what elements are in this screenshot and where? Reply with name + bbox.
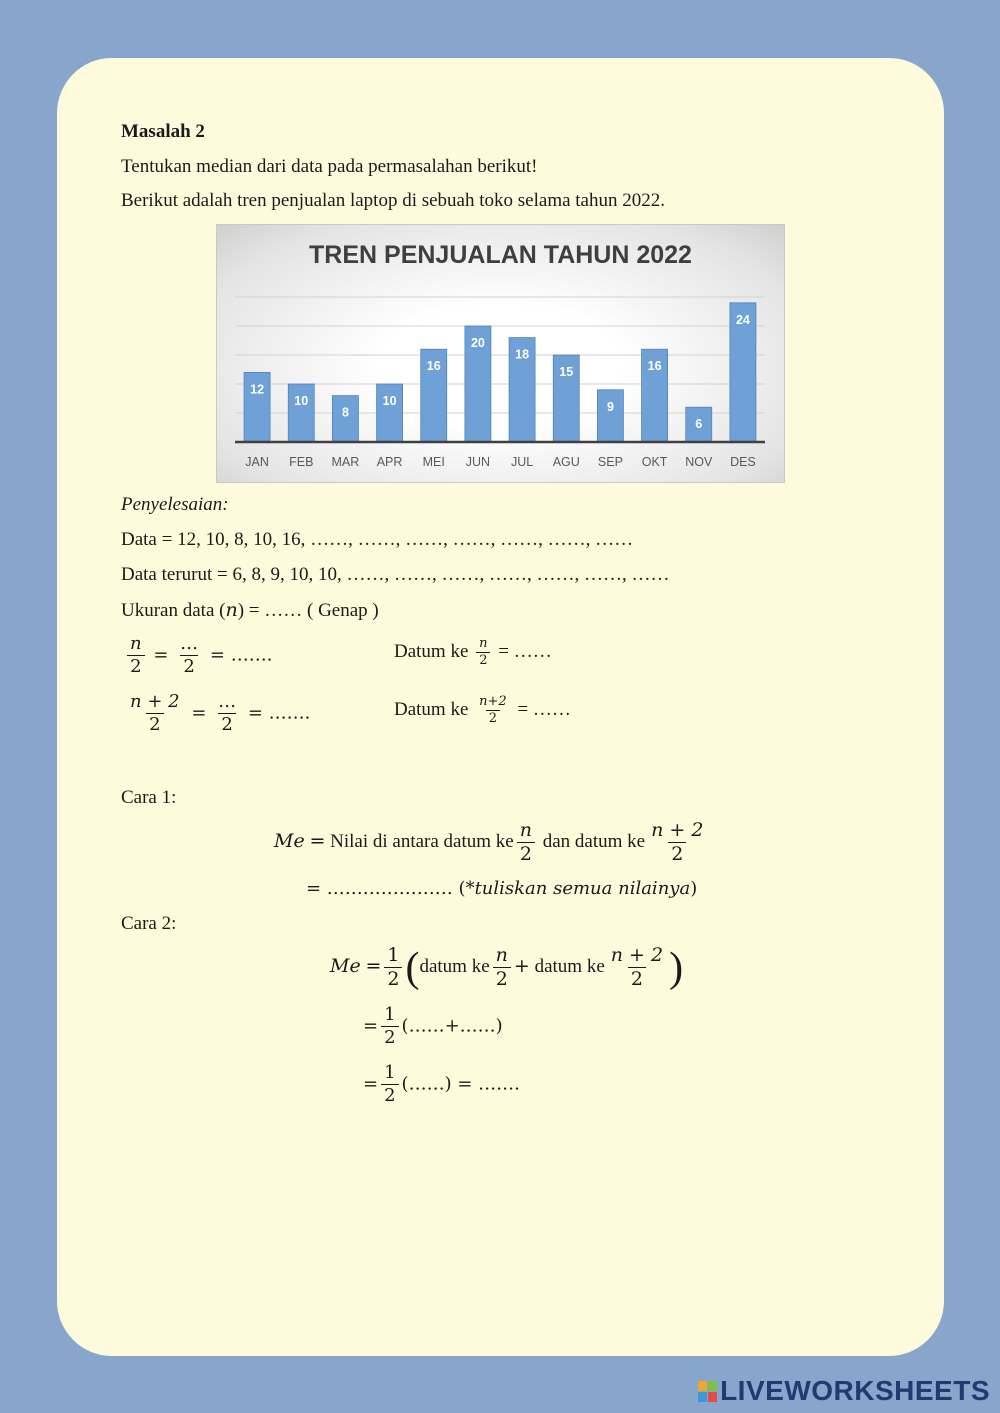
- data-label: 10: [294, 394, 309, 408]
- logo-square: [698, 1381, 707, 1391]
- numerator: n: [130, 633, 142, 654]
- data-label: 16: [426, 359, 441, 374]
- solution-heading: Penyelesaian:: [121, 494, 229, 515]
- datum-ke-label: datum ke: [534, 956, 605, 978]
- denominator: 2: [127, 655, 144, 678]
- numerator: n + 2: [610, 944, 664, 966]
- logo-text: LIVEWORKSHEETS: [720, 1375, 990, 1406]
- chart-bar: [288, 384, 314, 442]
- data-label: 6: [695, 417, 703, 432]
- x-tick-label: APR: [376, 455, 403, 469]
- denominator: 2: [517, 842, 535, 866]
- cara-2-formula-line-2: [363, 1005, 503, 1048]
- formula-n-over-2: [124, 634, 272, 677]
- fraction-dots-2: [177, 634, 201, 677]
- datum-n-2-line: [394, 637, 552, 669]
- fraction-one-half: [384, 945, 402, 991]
- sum-blanks: (……+……): [401, 1015, 503, 1037]
- numerator: …: [218, 691, 237, 712]
- data-label: 8: [341, 405, 349, 420]
- x-tick-label: OKT: [641, 455, 668, 469]
- denominator: 2: [381, 1026, 398, 1049]
- numerator: n + 2: [651, 819, 704, 841]
- numerator: …: [180, 633, 199, 654]
- numerator: 1: [384, 1004, 396, 1025]
- denominator: 2: [381, 1084, 398, 1107]
- fraction-n-plus-2-small: [476, 695, 510, 727]
- numerator: 1: [387, 944, 400, 966]
- equals-sign: =: [363, 1073, 379, 1095]
- right-paren: ): [669, 944, 684, 991]
- cara-2-label: Cara 2:: [121, 913, 177, 934]
- equals-sign: =: [153, 644, 169, 666]
- x-tick-label: SEP: [597, 455, 623, 469]
- denominator: 2: [146, 713, 163, 736]
- chart-title: TREN PENJUALAN TAHUN 2022: [309, 241, 692, 269]
- fraction-n-2: [127, 634, 145, 677]
- fraction-n-plus-2-2: [648, 820, 706, 866]
- x-tick-label: JUN: [465, 455, 491, 469]
- denominator: 2: [476, 652, 490, 669]
- x-tick-label: MEI: [422, 455, 445, 469]
- data-label: 10: [382, 394, 397, 408]
- denominator: 2: [668, 842, 686, 866]
- blank-answer: = …….: [247, 702, 311, 724]
- cara-2-formula-line-1: [330, 945, 683, 991]
- sales-chart: [216, 224, 785, 483]
- data-size-line: [121, 599, 379, 622]
- x-tick-label: AGU: [552, 455, 580, 469]
- x-tick-label: DES: [730, 455, 756, 469]
- plus-sign: +: [513, 955, 530, 978]
- data-label: 12: [250, 382, 265, 397]
- data-label: 24: [735, 312, 750, 327]
- datum-ke-label: Datum ke: [394, 641, 469, 663]
- sorted-data-line: Data terurut = 6, 8, 9, 10, 10, ……, ……, ……, ……, ……, ……, ……: [121, 564, 670, 585]
- equals-sign: =: [309, 830, 326, 853]
- liveworksheets-logo[interactable]: [698, 1375, 990, 1407]
- chart-bar: [377, 384, 403, 442]
- logo-square: [708, 1392, 717, 1402]
- formula-n-plus-2-over-2: [124, 692, 310, 735]
- fraction-dots-2: [215, 692, 239, 735]
- numerator: n: [495, 944, 508, 966]
- x-tick-label: JAN: [245, 455, 269, 469]
- problem-title: Masalah 2: [121, 121, 205, 142]
- datum-ke-label: datum ke: [419, 956, 490, 978]
- size-suffix: ) = …… ( Genap ): [237, 600, 379, 621]
- x-tick-label: JUL: [510, 455, 534, 469]
- numerator: n: [479, 636, 488, 651]
- equals-sign: =: [191, 702, 207, 724]
- left-paren: (: [405, 944, 420, 991]
- x-tick-label: NOV: [685, 455, 713, 469]
- close-paren: ): [690, 878, 698, 899]
- fraction-n-2-small: [476, 637, 490, 669]
- fraction-n-2: [493, 945, 511, 991]
- denominator: 2: [493, 967, 511, 991]
- equals-sign: =: [363, 1015, 379, 1037]
- blank-line: = ………………… (: [306, 878, 466, 899]
- logo-square: [698, 1392, 707, 1402]
- fraction-n-plus-2-2: [127, 692, 183, 735]
- cara-2-formula-line-3: [363, 1063, 520, 1106]
- me-symbol: Me: [330, 955, 361, 978]
- datum-ke-label: Datum ke: [394, 699, 469, 721]
- data-label: 15: [559, 365, 574, 379]
- logo-square: [708, 1381, 717, 1391]
- chart-canvas: [217, 225, 784, 482]
- x-tick-label: MAR: [331, 455, 360, 469]
- blank-answer: = …….: [209, 644, 273, 666]
- numerator: n + 2: [130, 691, 180, 712]
- fraction-n-plus-2-2: [608, 945, 666, 991]
- result-blanks: (……) = …….: [401, 1073, 520, 1095]
- datum-blank: = ……: [498, 641, 552, 663]
- cara-1-label: Cara 1:: [121, 787, 177, 808]
- x-tick-label: FEB: [289, 455, 314, 469]
- equals-sign: =: [365, 955, 382, 978]
- datum-blank: = ……: [517, 699, 571, 721]
- instruction-text: Tentukan median dari data pada permasalahan berikut!: [121, 156, 538, 177]
- denominator: 2: [486, 710, 500, 727]
- data-line: Data = 12, 10, 8, 10, 16, ……, ……, ……, ……, ……, ……, ……: [121, 529, 634, 550]
- datum-n-plus-2-line: [394, 695, 571, 727]
- fraction-one-half: [381, 1005, 398, 1048]
- data-label: 20: [470, 336, 485, 350]
- denominator: 2: [628, 967, 646, 991]
- fraction-n-2: [517, 820, 535, 866]
- me-symbol: Me: [274, 830, 305, 853]
- data-label: 16: [647, 359, 662, 374]
- denominator: 2: [180, 655, 197, 678]
- numerator: 1: [384, 1062, 396, 1083]
- denominator: 2: [218, 713, 235, 736]
- chart-bar: [597, 390, 623, 442]
- data-label: 9: [606, 399, 614, 414]
- cara-1-formula: [274, 820, 709, 866]
- size-var: n: [225, 599, 238, 621]
- numerator: n+2: [479, 694, 507, 709]
- cara-1-text-a: Nilai di antara datum ke: [330, 831, 514, 853]
- note-text: *tuliskan semua nilainya: [465, 878, 691, 899]
- size-prefix: Ukuran data (: [121, 600, 226, 621]
- denominator: 2: [384, 967, 402, 991]
- data-label: 18: [515, 347, 530, 362]
- cara-1-answer-line: [306, 878, 697, 899]
- logo-icon: [698, 1381, 717, 1402]
- numerator: n: [519, 819, 532, 841]
- fraction-one-half: [381, 1063, 398, 1106]
- cara-1-text-b: dan datum ke: [542, 831, 646, 853]
- intro-text: Berikut adalah tren penjualan laptop di sebuah toko selama tahun 2022.: [121, 190, 665, 211]
